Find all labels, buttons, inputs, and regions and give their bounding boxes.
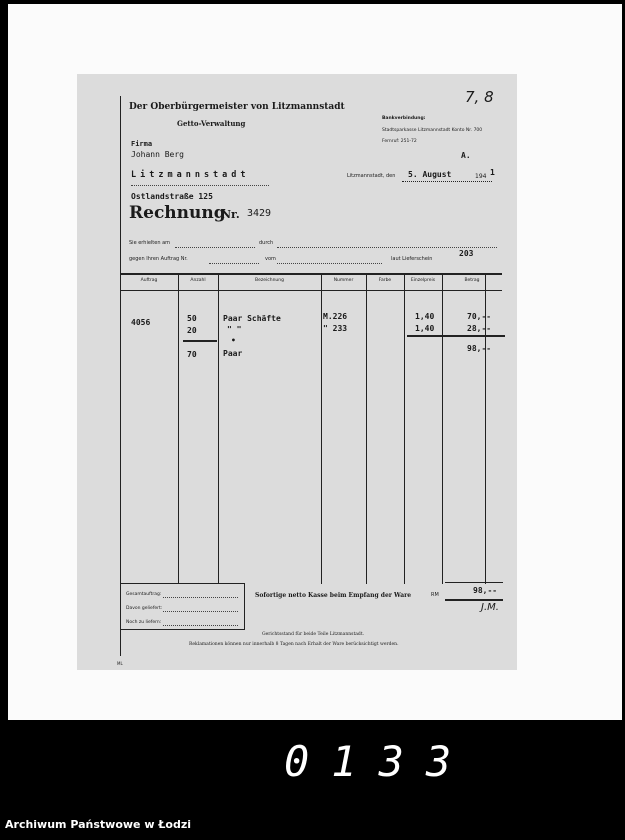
box-line-1: [163, 597, 238, 598]
betrag-sum-line: [407, 335, 505, 337]
col-divider-3: [321, 273, 322, 584]
delivery-note-label: laut Lieferschein: [391, 256, 433, 262]
received-date-line: [175, 247, 255, 248]
total-top-line: [445, 582, 503, 583]
box-line-3: [163, 625, 238, 626]
box-delivered: Davon geliefert:: [126, 606, 163, 611]
date-day-month: 5. August: [408, 170, 452, 179]
order-date-line: [277, 263, 382, 264]
row2-nummer: " 233: [323, 324, 348, 333]
delivery-note-number: 203: [459, 249, 474, 258]
date-label: Litzmannstadt, den: [347, 173, 396, 179]
col-divider-2: [218, 273, 219, 584]
order-status-box: [120, 583, 245, 630]
phone-number: Fernruf: 251-72: [382, 139, 417, 144]
invoice-number: 3429: [247, 208, 272, 219]
header-farbe: Farbe: [378, 278, 392, 283]
box-total-order: Gesamtauftrag:: [126, 592, 162, 597]
total-anzahl: 70: [187, 350, 197, 359]
total-amount: 98,--: [473, 586, 498, 595]
row1-nummer: M.226: [323, 312, 348, 321]
col-divider-4: [366, 273, 367, 584]
order-number: 4056: [131, 318, 151, 327]
total-unit: Paar: [223, 349, 243, 358]
row2-anzahl: 20: [187, 326, 197, 335]
payment-terms: Sofortige netto Kasse beim Empfang der Ware: [255, 592, 412, 599]
header-anzahl: Anzahl: [190, 278, 206, 283]
received-by-label: durch: [259, 240, 274, 246]
firma-label: Firma: [131, 140, 153, 148]
city-underline: [131, 185, 269, 186]
recipient-mark: A.: [461, 151, 471, 160]
invoice-title: Rechnung: [129, 203, 226, 223]
order-date-label: vom: [265, 256, 276, 262]
ditto-dot: •: [231, 336, 236, 345]
date-underline: [402, 181, 492, 182]
row2-preis: 1,40: [415, 324, 435, 333]
department-name: Getto-Verwaltung: [177, 119, 246, 128]
header-betrag: Betrag: [464, 278, 480, 283]
recipient-city: Litzmannstadt: [131, 170, 250, 180]
order-number-line: [209, 263, 259, 264]
received-label: Sie erhielten am: [129, 240, 171, 246]
corner-mark: ML: [117, 661, 123, 666]
date-year-prefix: 194: [475, 173, 487, 180]
col-divider-5: [404, 273, 405, 584]
margin-line: [120, 96, 121, 656]
invoice-nr-label: Nr.: [221, 208, 240, 221]
col-divider-1: [178, 273, 179, 584]
subtotal-amount: 98,--: [467, 344, 492, 353]
archive-name: Archiwum Państwowe w Łodzi: [5, 818, 192, 831]
row1-betrag: 70,--: [467, 312, 492, 321]
row1-preis: 1,40: [415, 312, 435, 321]
box-line-2: [163, 611, 238, 612]
authority-name: Der Oberbürgermeister von Litzmannstadt: [129, 102, 345, 112]
recipient-street: Ostlandstraße 125: [131, 192, 213, 201]
handwritten-ref: 7, 8: [465, 88, 494, 106]
row1-bezeichnung: Paar Schäfte: [223, 314, 281, 323]
col-divider-6: [442, 273, 443, 584]
total-bottom-line: [445, 599, 503, 601]
recipient-name: Johann Berg: [131, 150, 184, 159]
received-by-line: [277, 247, 497, 248]
anzahl-sum-line: [183, 340, 217, 342]
header-bezeichnung: Bezeichnung: [255, 278, 284, 283]
archive-banner: [0, 808, 625, 840]
jurisdiction-note: Gerichtsstand für beide Teile Litzmannstadt.: [262, 632, 365, 637]
frame-number: 0133: [284, 737, 474, 786]
frame-counter: [240, 722, 625, 802]
complaints-note: Reklamationen können nur innerhalb 8 Tagen nach Erhalt der Ware berücksichtigt werden.: [189, 642, 399, 647]
currency-label: RM: [431, 592, 439, 598]
row2-bezeichnung: " ": [227, 325, 242, 334]
bank-label: Bankverbindung:: [382, 116, 426, 121]
signature: J.M.: [481, 602, 499, 613]
row2-betrag: 28,--: [467, 324, 492, 333]
header-einzelpreis: Einzelpreis: [410, 278, 436, 283]
row1-anzahl: 50: [187, 314, 197, 323]
box-remaining: Noch zu liefern:: [126, 620, 162, 625]
bank-account: Stadtsparkasse Litzmannstadt Konto Nr. 700: [382, 128, 483, 133]
header-nummer: Nummer: [333, 278, 354, 283]
invoice-document: [77, 74, 517, 670]
header-auftrag: Auftrag: [140, 278, 158, 283]
date-year-digit: 1: [490, 168, 495, 177]
order-label: gegen Ihren Auftrag Nr.: [129, 256, 188, 262]
